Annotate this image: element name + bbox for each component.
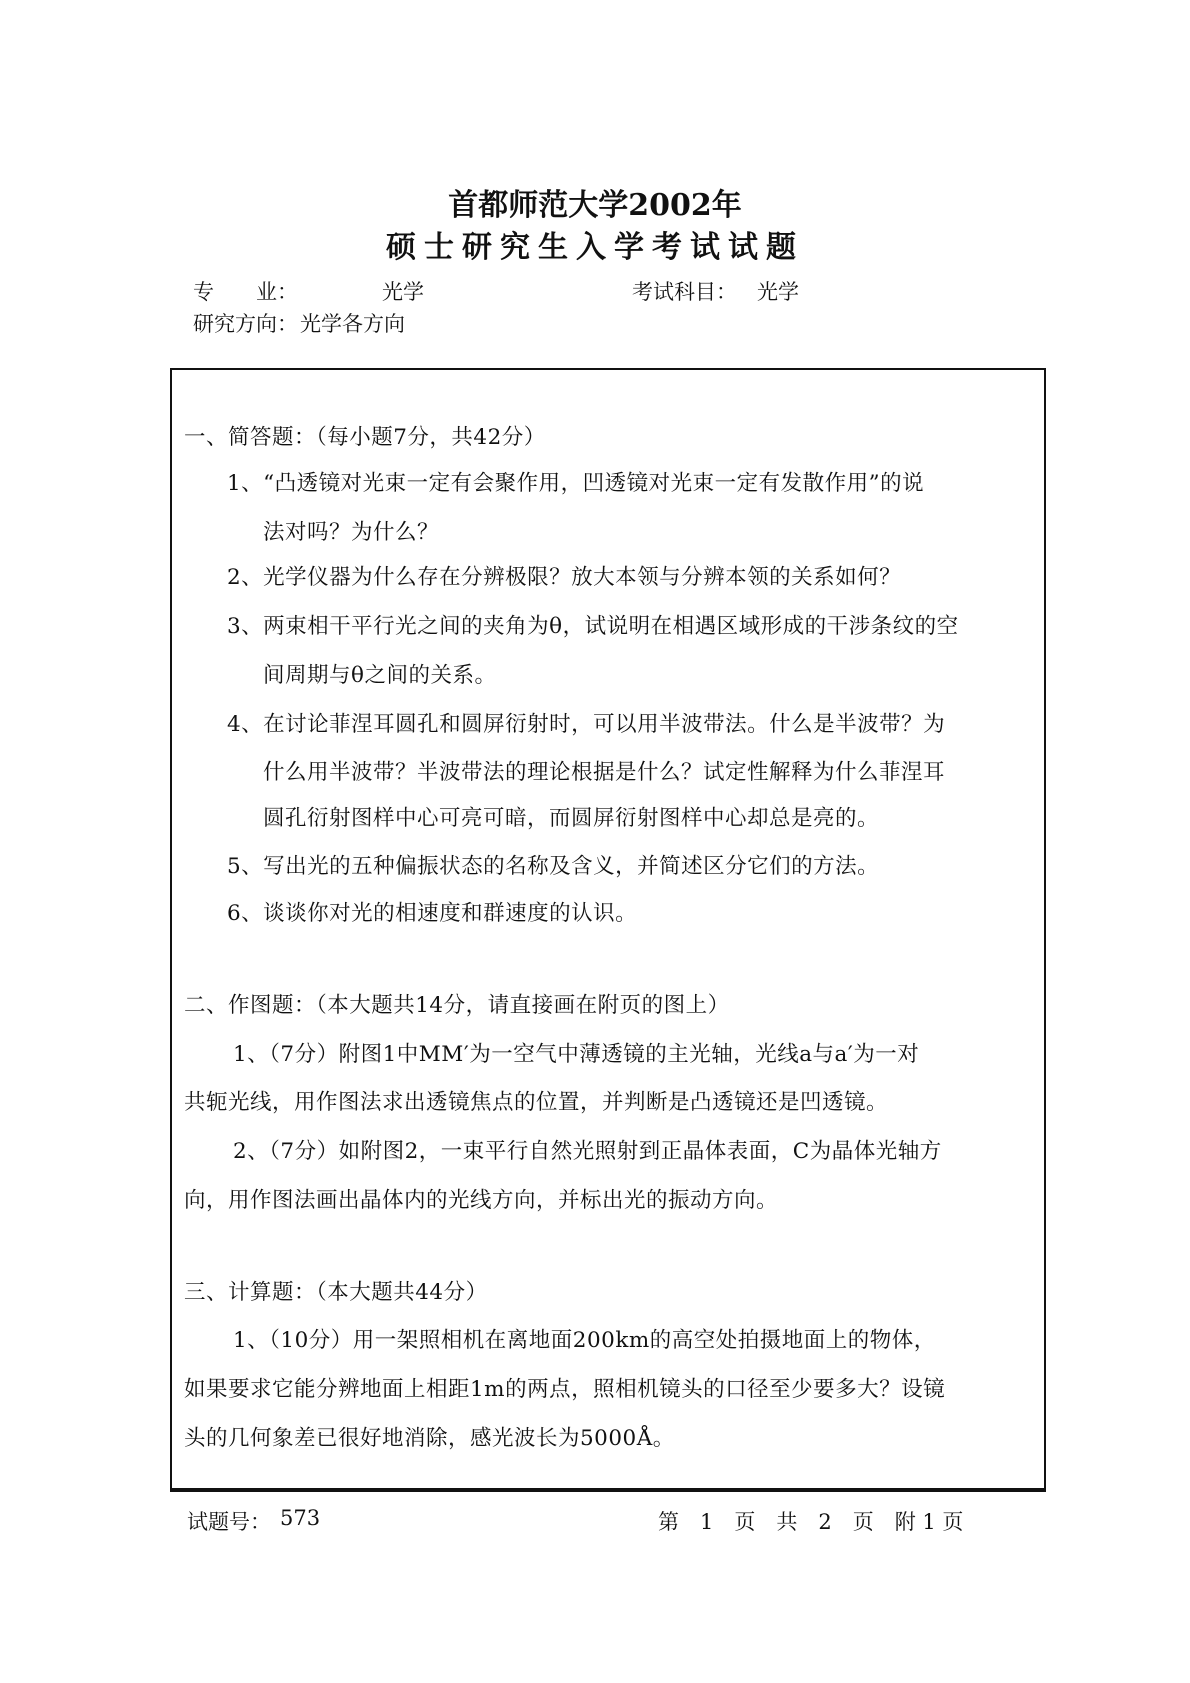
- major-label: 专 业：: [193, 280, 298, 304]
- question-line: 间周期与θ之间的关系。: [263, 663, 497, 688]
- question-line: 共轭光线，用作图法求出透镜焦点的位置，并判断是凸透镜还是凹透镜。: [184, 1090, 889, 1115]
- direction-label: 研究方向：: [193, 312, 298, 336]
- question-line: 向，用作图法画出晶体内的光线方向，并标出光的振动方向。: [184, 1188, 779, 1213]
- major-value: 光学: [382, 280, 424, 304]
- exam-code-label: 试题号：: [187, 1510, 271, 1534]
- question-line: 1、（7分）附图1中MM′为一空气中薄透镜的主光轴，光线a与a′为一对: [233, 1042, 920, 1067]
- exam-title: 首都师范大学2002年: [448, 188, 742, 223]
- question-line: 3、两束相干平行光之间的夹角为θ，试说明在相遇区域形成的干涉条纹的空: [227, 614, 959, 639]
- question-line: 6、谈谈你对光的相速度和群速度的认识。: [227, 901, 638, 926]
- question-line: 法对吗？为什么？: [263, 520, 440, 545]
- question-line: 圆孔衍射图样中心可亮可暗，而圆屏衍射图样中心却总是亮的。: [263, 806, 880, 831]
- section-heading: 三、计算题：（本大题共44分）: [184, 1280, 488, 1305]
- question-line: 如果要求它能分辨地面上相距1m的两点，照相机镜头的口径至少要多大？设镜: [184, 1377, 946, 1402]
- section-heading: 二、作图题：（本大题共14分，请直接画在附页的图上）: [184, 993, 730, 1018]
- question-line: 2、（7分）如附图2，一束平行自然光照射到正晶体表面，C为晶体光轴方: [233, 1139, 942, 1164]
- question-line: 4、在讨论菲涅耳圆孔和圆屏衍射时，可以用半波带法。什么是半波带？为: [227, 712, 946, 737]
- question-line: 5、写出光的五种偏振状态的名称及含义，并简述区分它们的方法。: [227, 854, 880, 879]
- question-line: 1、“凸透镜对光束一定有会聚作用，凹透镜对光束一定有发散作用”的说: [227, 471, 925, 496]
- exam-code-value: 573: [280, 1506, 321, 1530]
- question-line: 1、（10分）用一架照相机在离地面200km的高空处拍摄地面上的物体，: [233, 1328, 936, 1353]
- question-line: 什么用半波带？半波带法的理论根据是什么？试定性解释为什么菲涅耳: [263, 760, 946, 785]
- direction-value: 光学各方向: [300, 312, 405, 336]
- subject-value: 光学: [757, 280, 799, 304]
- subject-label: 考试科目：: [632, 280, 737, 304]
- question-line: 2、光学仪器为什么存在分辨极限？放大本领与分辨本领的关系如何？: [227, 565, 902, 590]
- page-info: 第 1 页 共 2 页 附 1 页: [658, 1510, 964, 1534]
- question-line: 头的几何象差已很好地消除，感光波长为5000Å。: [184, 1426, 675, 1451]
- section-heading: 一、简答题：（每小题7分，共42分）: [184, 425, 546, 450]
- exam-subtitle: 硕士研究生入学考试试题: [386, 230, 804, 265]
